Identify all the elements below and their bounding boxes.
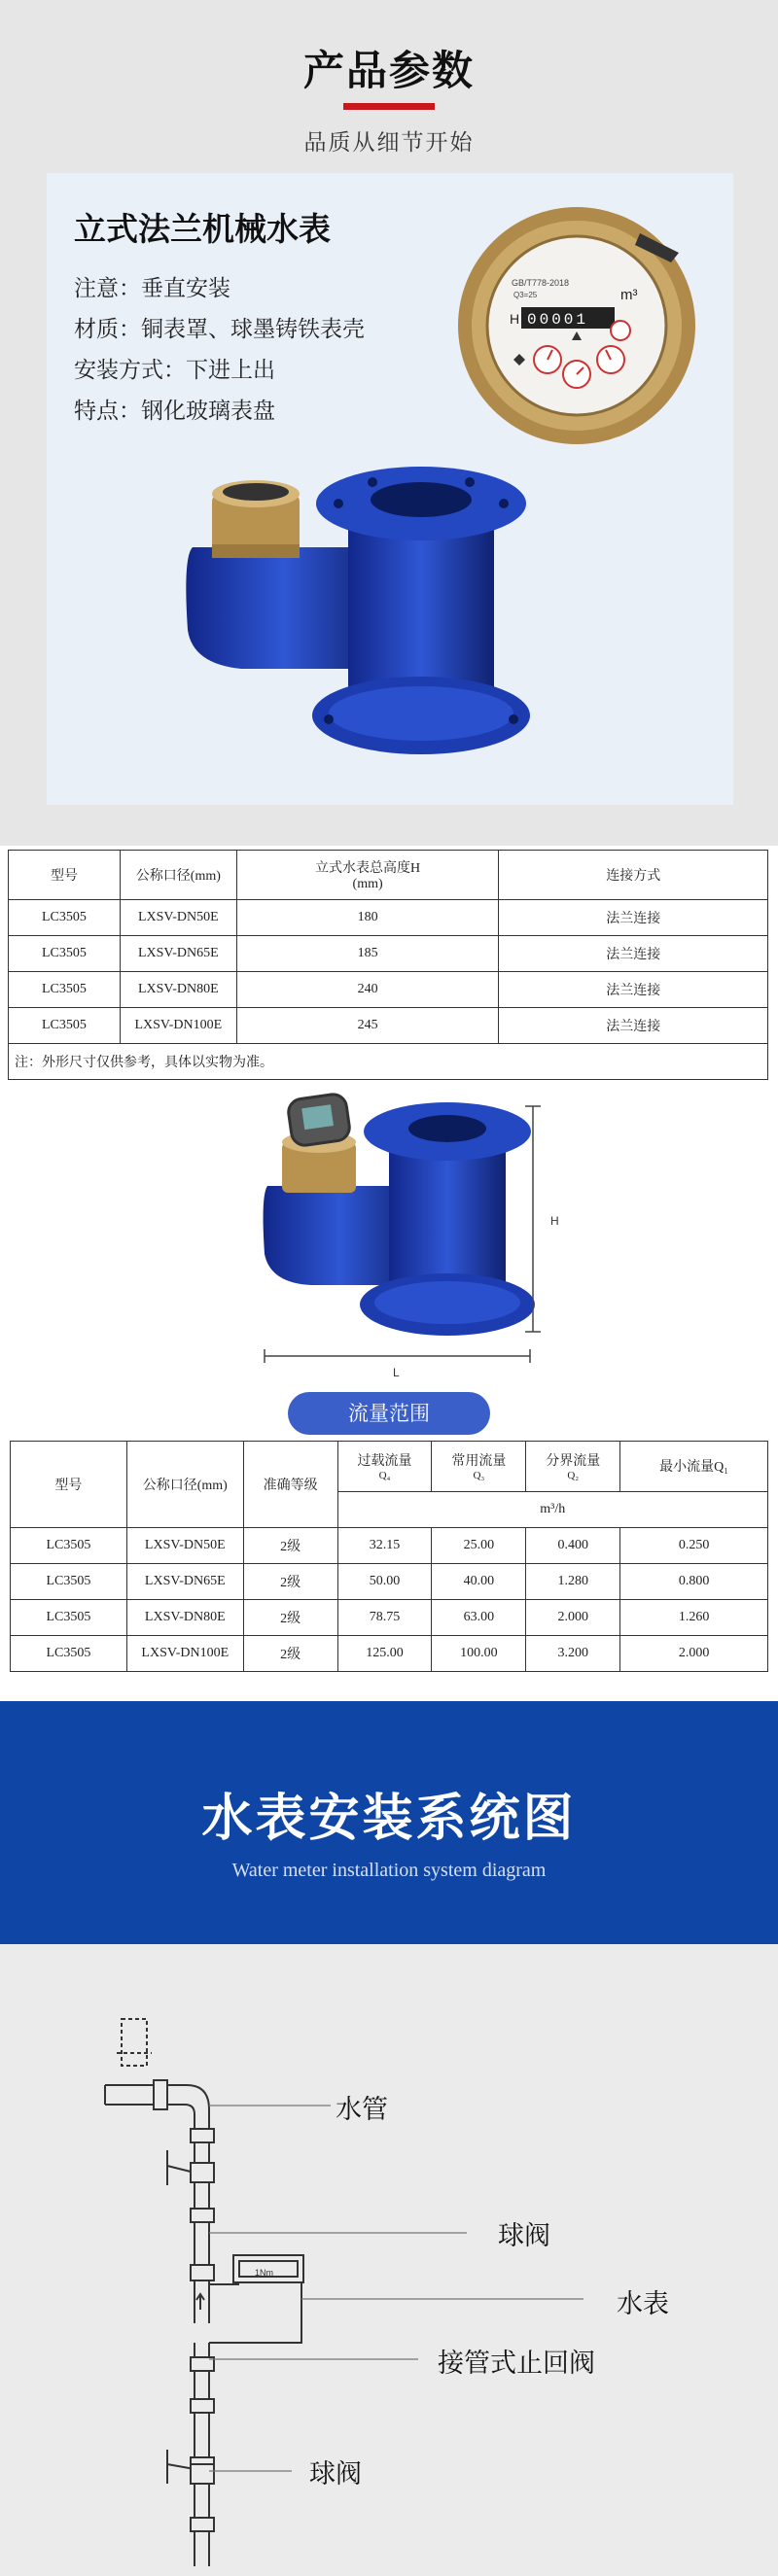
cell: 0.400: [526, 1528, 620, 1564]
header-cell: 公称口径(mm): [126, 1442, 243, 1528]
cell: 2级: [243, 1636, 337, 1672]
header-sub: Q₂: [567, 1470, 580, 1482]
table-row: [9, 900, 768, 936]
label-ball-valve-lower: 球阀: [309, 2459, 362, 2489]
cell: 63.00: [432, 1600, 526, 1636]
spec-key: 安装方式：: [74, 358, 186, 383]
header-cell: 型号: [11, 1442, 127, 1528]
cell: LC3505: [9, 972, 121, 1008]
label-water-meter: 水表: [617, 2289, 669, 2319]
table-note: 注：外形尺寸仅供参考，具体以实物为准。: [9, 1044, 768, 1080]
cell: 25.00: [432, 1528, 526, 1564]
unit-cell: m³/h: [337, 1491, 767, 1527]
cell: 125.00: [337, 1636, 432, 1672]
flow-range-pill: 流量范围: [288, 1392, 490, 1435]
section-title: 产品参数: [302, 47, 475, 94]
meter-tag: 1Nm: [255, 2268, 274, 2278]
header-label: 常用流量: [451, 1454, 507, 1470]
spec-key: 注意：: [74, 276, 141, 301]
spec-row: [74, 393, 275, 425]
cell: 245: [236, 1008, 499, 1044]
dial-unit-text: m³: [620, 287, 638, 303]
table-row: [11, 1600, 768, 1636]
cell: LC3505: [11, 1528, 127, 1564]
dimension-drawing: [253, 1089, 574, 1380]
cell: LXSV-DN50E: [120, 900, 236, 936]
header-cell: [337, 1442, 432, 1492]
header-cell: 准确等级: [243, 1442, 337, 1528]
header-cell: 最小流量Q₁: [620, 1442, 768, 1492]
header-sub: Q₃: [473, 1470, 485, 1482]
cell: 40.00: [432, 1564, 526, 1600]
cell: LC3505: [11, 1600, 127, 1636]
cell: LC3505: [11, 1636, 127, 1672]
cell: 0.800: [620, 1564, 768, 1600]
flow-table: [10, 1441, 768, 1672]
cell: 50.00: [337, 1564, 432, 1600]
cell: 1.280: [526, 1564, 620, 1600]
table-row: [9, 972, 768, 1008]
height-header-line2: (mm): [352, 877, 383, 891]
header-cell: [526, 1442, 620, 1492]
table-row: [11, 1636, 768, 1672]
cell: LXSV-DN80E: [126, 1600, 243, 1636]
spec-key: 特点：: [74, 399, 141, 424]
banner-subtitle: Water meter installation system diagram: [231, 1860, 547, 1881]
label-water-pipe: 水管: [336, 2095, 388, 2125]
cell: 1.260: [620, 1600, 768, 1636]
header-cell: [236, 851, 499, 900]
table-row: [11, 1528, 768, 1564]
dimension-h-label: H: [550, 1214, 559, 1228]
table-row: [9, 1008, 768, 1044]
cell: 0.250: [620, 1528, 768, 1564]
cell: 法兰连接: [499, 1008, 768, 1044]
cell: 100.00: [432, 1636, 526, 1672]
table-note-row: [9, 1044, 768, 1080]
cell: 法兰连接: [499, 972, 768, 1008]
cell: 240: [236, 972, 499, 1008]
spec-row: [74, 352, 275, 384]
header-cell: 连接方式: [499, 851, 768, 900]
title-underline: [343, 103, 435, 110]
meter-dial-closeup: [455, 204, 698, 447]
cell: LXSV-DN80E: [120, 972, 236, 1008]
installation-diagram-section: [0, 1944, 778, 2576]
cell: LC3505: [9, 936, 121, 972]
dial-q3-text: Q3=25: [513, 291, 538, 299]
spec-key: 材质：: [74, 317, 141, 342]
table-header-row: [11, 1442, 768, 1492]
product-name: 立式法兰机械水表: [74, 210, 331, 248]
dial-h-text: H: [510, 311, 520, 327]
spec-value: 钢化玻璃表盘: [141, 399, 275, 424]
cell: 2级: [243, 1528, 337, 1564]
product-params-section: [0, 0, 778, 846]
cell: LXSV-DN50E: [126, 1528, 243, 1564]
cell: LXSV-DN65E: [120, 936, 236, 972]
header-cell: 型号: [9, 851, 121, 900]
spec-tables-section: [0, 846, 778, 1701]
label-ball-valve-upper: 球阀: [498, 2221, 550, 2251]
header-label: 过载流量: [357, 1454, 412, 1470]
dial-counter-digits: 00001: [527, 311, 589, 329]
header-cell: 公称口径(mm): [120, 851, 236, 900]
cell: 法兰连接: [499, 936, 768, 972]
cell: LXSV-DN100E: [126, 1636, 243, 1672]
dimension-l-label: L: [393, 1366, 400, 1379]
cell: 法兰连接: [499, 900, 768, 936]
cell: LC3505: [11, 1564, 127, 1600]
spec-value: 下进上出: [186, 358, 275, 383]
cell: 2级: [243, 1564, 337, 1600]
table-row: [9, 936, 768, 972]
installation-banner: [0, 1701, 778, 1944]
spec-value: 铜表罩、球墨铸铁表壳: [141, 317, 365, 342]
cell: LC3505: [9, 900, 121, 936]
header-cell: [432, 1442, 526, 1492]
cell: 2.000: [526, 1600, 620, 1636]
banner-title: 水表安装系统图: [201, 1789, 577, 1848]
cell: 78.75: [337, 1600, 432, 1636]
cell: LXSV-DN65E: [126, 1564, 243, 1600]
table-header-row: [9, 851, 768, 900]
cell: 180: [236, 900, 499, 936]
size-table: [8, 850, 768, 1080]
cell: 3.200: [526, 1636, 620, 1672]
installation-diagram: [0, 1944, 778, 2576]
label-check-valve: 接管式止回阀: [438, 2349, 595, 2379]
spec-value: 垂直安装: [141, 276, 230, 301]
header-label: 分界流量: [546, 1454, 601, 1470]
cell: 2级: [243, 1600, 337, 1636]
cell: 32.15: [337, 1528, 432, 1564]
product-card: [47, 173, 733, 805]
cell: LXSV-DN100E: [120, 1008, 236, 1044]
meter-body-image: [173, 465, 582, 766]
section-subtitle: 品质从细节开始: [303, 130, 475, 156]
height-header-line1: 立式水表总高度H: [315, 861, 421, 876]
spec-row: [74, 270, 230, 302]
cell: 2.000: [620, 1636, 768, 1672]
header-sub: Q₄: [378, 1470, 391, 1482]
spec-row: [74, 311, 365, 343]
table-row: [11, 1564, 768, 1600]
dial-standard-text: GB/T778-2018: [512, 278, 570, 288]
cell: LC3505: [9, 1008, 121, 1044]
cell: 185: [236, 936, 499, 972]
